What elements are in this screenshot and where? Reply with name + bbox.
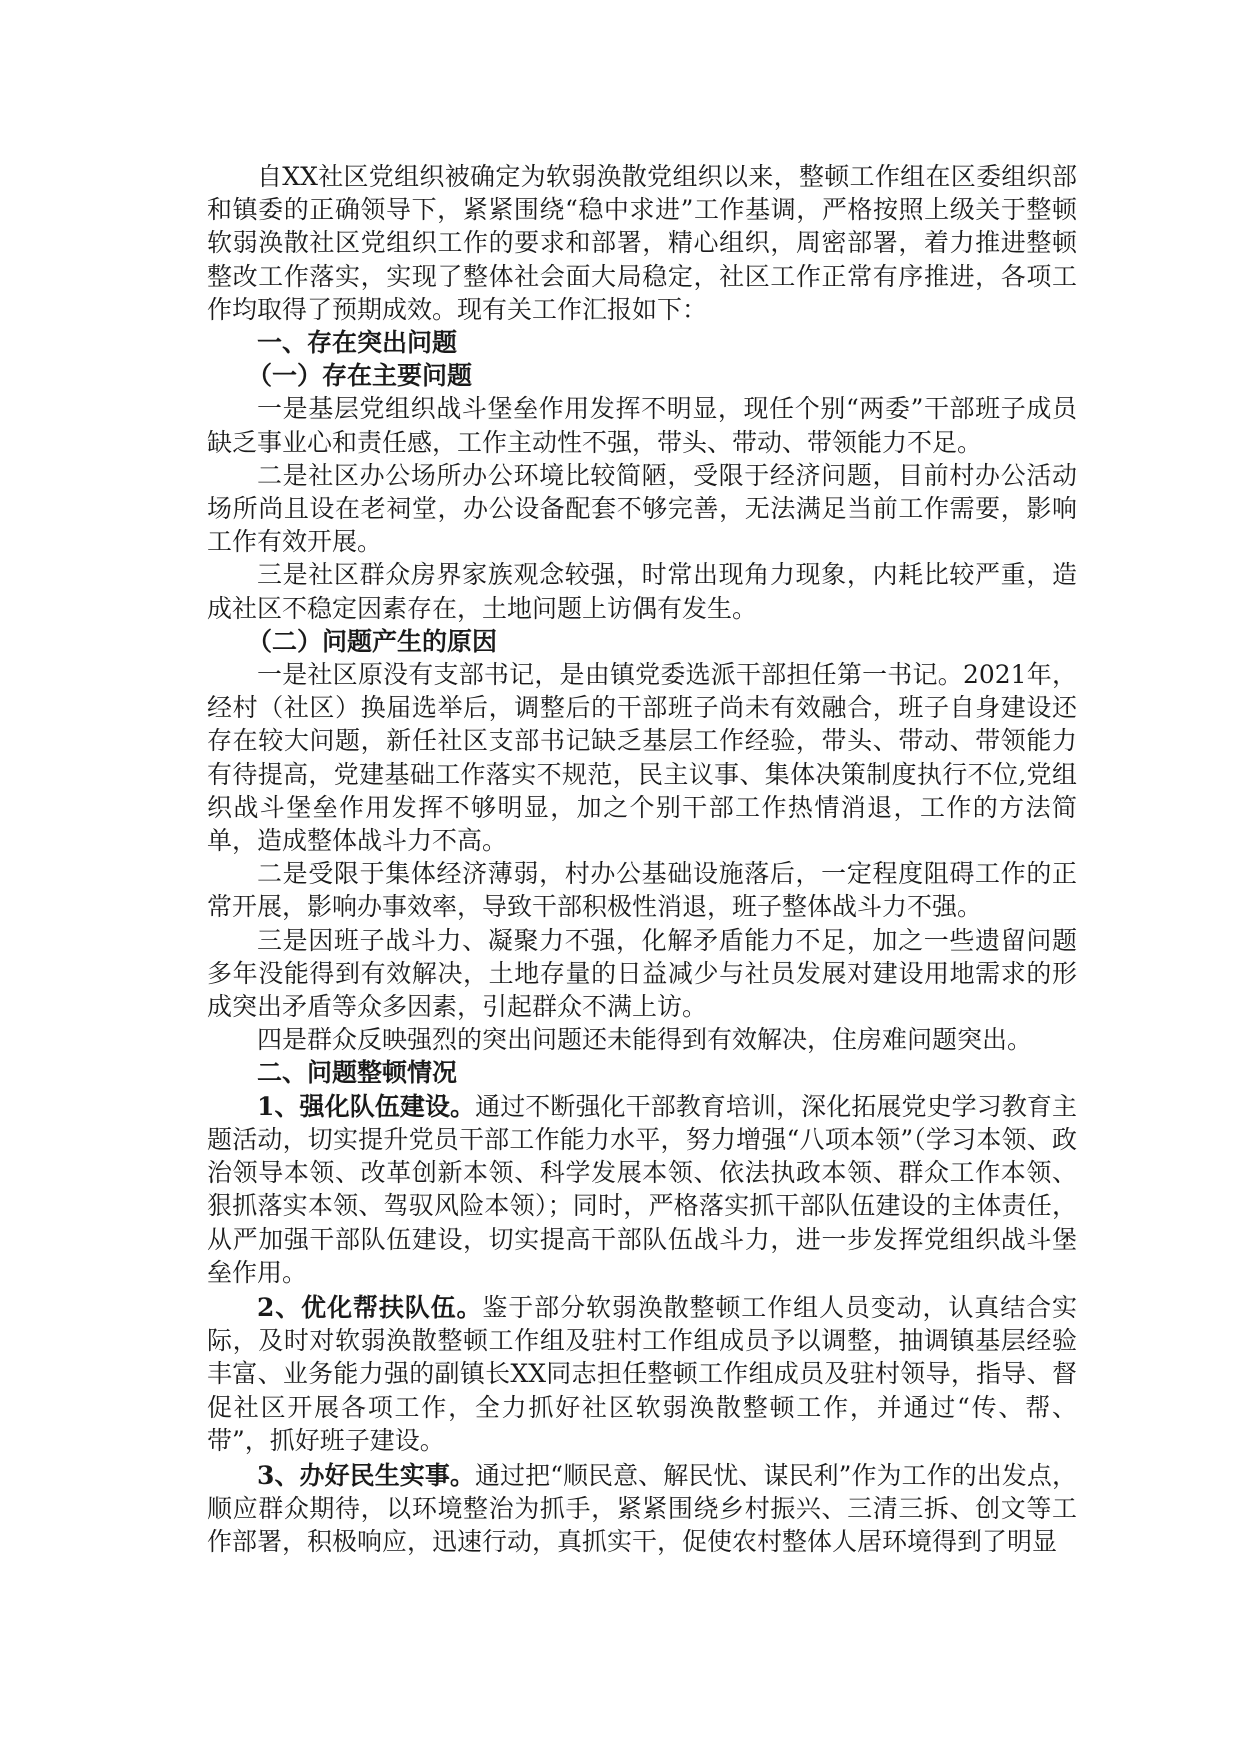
subsection-1-heading: （一）存在主要问题 <box>247 361 473 391</box>
measure-body-2: 鉴于部分软弱涣散整顿工作组人员变动，认真结合实际，及时对软弱涣散整顿工作组及驻村工作组成员予以调整，抽调镇基层经验丰富、业务能力强的副镇长XX同志担任整顿工作组成员及驻村领导，指导、督促社区开展各项工作，全力抓好社区软弱涣散整顿工作，并通过“传、帮、带”，抓好班子建设。 <box>207 1292 1077 1455</box>
section-1-heading: 一、存在突出问题 <box>257 328 458 358</box>
cause-paragraph-3: 三是因班子战斗力、凝聚力不强，化解矛盾能力不足，加之一些遗留问题多年没能得到有效解决，土地存量的日益减少与社员发展对建设用地需求的形成突出矛盾等众多因素，引起群众不满上访。 <box>207 925 1077 1022</box>
measure-body-1: 通过不断强化干部教育培训，深化拓展党史学习教育主题活动，切实提升党员干部工作能力水平，努力增强“八项本领”（学习本领、政治领导本领、改革创新本领、科学发展本领、依法执政本领、群众工作本领、狠抓落实本领、驾驭风险本领）；同时，严格落实抓干部队伍建设的主体责任，从严加强干部队伍建设，切实提高干部队伍战斗力，进一步发挥党组织战斗堡垒作用。 <box>207 1091 1077 1287</box>
measure-title-3: 3、办好民生实事。 <box>257 1460 475 1490</box>
measure-paragraph-1 <box>207 1090 1077 1289</box>
problem-paragraph-2: 二是社区办公场所办公环境比较简陋，受限于经济问题，目前村办公活动场所尚且设在老祠堂，办公设备配套不够完善，无法满足当前工作需要，影响工作有效开展。 <box>207 460 1077 557</box>
measure-title-2: 2、优化帮扶队伍。 <box>257 1292 483 1322</box>
measure-title-1: 1、强化队伍建设。 <box>257 1091 476 1121</box>
measure-body-3: 通过把“顺民意、解民忧、谋民利”作为工作的出发点，顺应群众期待，以环境整治为抓手，紧紧围绕乡村振兴、三清三拆、创文等工作部署，积极响应，迅速行动，真抓实干，促使农村整体人居环境得到了明显 <box>207 1460 1077 1557</box>
subsection-2-heading: （二）问题产生的原因 <box>247 626 498 656</box>
measure-paragraph-2 <box>207 1291 1077 1457</box>
intro-paragraph: 自XX社区党组织被确定为软弱涣散党组织以来，整顿工作组在区委组织部和镇委的正确领导下，紧紧围绕“稳中求进”工作基调，严格按照上级关于整顿软弱涣散社区党组织工作的要求和部署，精心组织，周密部署，着力推进整顿整改工作落实，实现了整体社会面大局稳定，社区工作正常有序推进，各项工作均取得了预期成效。现有关工作汇报如下： <box>207 162 1077 324</box>
document-page <box>207 160 1077 1559</box>
cause-paragraph-4: 四是群众反映强烈的突出问题还未能得到有效解决，住房难问题突出。 <box>257 1025 1033 1055</box>
section-2-heading: 二、问题整顿情况 <box>257 1058 458 1088</box>
problem-paragraph-1: 一是基层党组织战斗堡垒作用发挥不明显，现任个别“两委”干部班子成员缺乏事业心和责任感，工作主动性不强，带头、带动、带领能力不足。 <box>207 394 1077 457</box>
cause-paragraph-1: 一是社区原没有支部书记，是由镇党委选派干部担任第一书记。2021年，经村（社区）换届选举后，调整后的干部班子尚未有效融合，班子自身建设还存在较大问题，新任社区支部书记缺乏基层工作经验，带头、带动、带领能力有待提高，党建基础工作落实不规范，民主议事、集体决策制度执行不位,党组织战斗堡垒作用发挥不够明显，加之个别干部工作热情消退，工作的方法简单，造成整体战斗力不高。 <box>207 660 1077 856</box>
cause-paragraph-2: 二是受限于集体经济薄弱，村办公基础设施落后，一定程度阻碍工作的正常开展，影响办事效率，导致干部积极性消退，班子整体战斗力不强。 <box>207 859 1077 922</box>
problem-paragraph-3: 三是社区群众房界家族观念较强，时常出现角力现象，内耗比较严重，造成社区不稳定因素存在，土地问题上访偶有发生。 <box>207 560 1077 623</box>
measure-paragraph-3 <box>207 1459 1077 1559</box>
